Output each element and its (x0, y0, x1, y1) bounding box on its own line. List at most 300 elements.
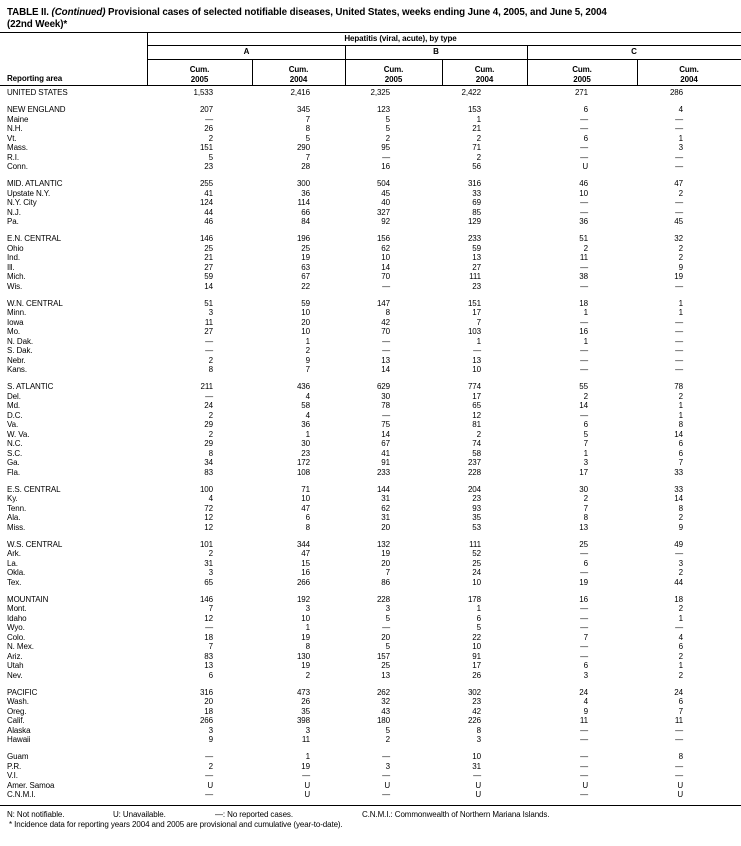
cell-value: — (580, 207, 588, 217)
cell-value: 31 (381, 513, 390, 522)
cell-value: — (382, 790, 390, 799)
cell-value: 20 (381, 522, 390, 532)
cell-value: 52 (472, 549, 481, 558)
subgroup-label-b: B (433, 47, 439, 56)
cell-value: — (302, 771, 310, 780)
row-label: Fla. (7, 467, 20, 477)
row-label: Wash. (7, 697, 29, 706)
table-row (0, 697, 741, 707)
cell-value: — (675, 114, 683, 124)
cell-value: 1 (305, 752, 310, 761)
cell-value: 19 (301, 661, 310, 670)
row-label: W.S. CENTRAL (7, 539, 63, 549)
table-row (0, 282, 741, 292)
row-label: Ohio (7, 243, 24, 253)
table-row (0, 143, 741, 153)
cell-value: 262 (376, 687, 390, 697)
table-row (0, 494, 741, 504)
cell-value: 178 (467, 594, 481, 604)
cell-value: 2 (583, 243, 588, 253)
cell-value: — (580, 410, 588, 420)
row-label: Tenn. (7, 503, 27, 513)
row-label: Wis. (7, 281, 23, 291)
cell-value: 124 (199, 198, 213, 207)
cell-value: 9 (678, 522, 683, 532)
cell-value: 1 (583, 336, 588, 346)
cell-value: 172 (296, 458, 310, 467)
cell-value: — (580, 613, 588, 623)
legend-not-notifiable: N: Not notifiable. (7, 809, 65, 819)
cell-value: 16 (579, 594, 588, 604)
cell-value: 16 (381, 162, 390, 171)
cell-value: 344 (296, 539, 310, 549)
cell-value: 10 (472, 365, 481, 374)
cell-value: 233 (376, 467, 390, 477)
cell-value: 14 (381, 365, 390, 374)
cell-value: — (675, 623, 683, 632)
cell-value: 83 (204, 651, 213, 661)
cell-value: 9 (305, 355, 310, 365)
cell-value: — (675, 725, 683, 735)
cell-value: 14 (674, 494, 683, 503)
table-row (0, 504, 741, 514)
cell-value: 2 (678, 568, 683, 577)
cell-value: 5 (476, 623, 481, 632)
cell-value: 2 (385, 133, 390, 143)
cell-value: 3 (583, 458, 588, 467)
title-line1 (7, 7, 737, 19)
cell-value: 10 (472, 642, 481, 651)
cell-value: 3 (476, 735, 481, 744)
row-label: V.I. (7, 771, 18, 780)
cell-value: 19 (381, 549, 390, 558)
cell-value: 1 (476, 114, 481, 124)
cell-value: 19 (674, 272, 683, 281)
cell-value: — (580, 735, 588, 744)
cell-value: — (580, 143, 588, 152)
row-label: N.Y. City (7, 198, 37, 207)
cell-value: 8 (208, 365, 213, 374)
row-label: Mass. (7, 143, 28, 152)
cell-value: 41 (381, 448, 390, 458)
table-body (0, 86, 741, 800)
table-row (0, 244, 741, 254)
cell-value: 18 (674, 594, 683, 604)
row-label: Del. (7, 391, 21, 401)
cell-value: 151 (199, 143, 213, 152)
cell-value: 45 (674, 217, 683, 226)
legend-no-reported-cases: —: No reported cases. (215, 809, 293, 819)
cell-value: 78 (381, 401, 390, 410)
row-label: E.S. CENTRAL (7, 484, 61, 494)
cell-value: 10 (579, 188, 588, 198)
title-continued: (Continued) (51, 7, 109, 18)
cell-value: — (675, 761, 683, 771)
row-label: Amer. Samoa (7, 780, 55, 790)
cell-value: — (205, 790, 213, 799)
cell-value: 146 (199, 234, 213, 243)
table-row (0, 327, 741, 337)
cell-value: 114 (297, 198, 310, 207)
cell-value: 15 (301, 558, 310, 568)
cell-value: 25 (472, 558, 481, 568)
cell-value: 43 (381, 706, 390, 716)
cell-value: 147 (376, 298, 390, 308)
cell-value: 23 (472, 281, 481, 291)
cell-value: 62 (381, 243, 390, 253)
cell-value: 7 (583, 439, 588, 448)
table-row (0, 595, 741, 605)
cell-value: 44 (674, 577, 683, 587)
table-row (0, 217, 741, 227)
cell-value: — (580, 124, 588, 133)
table-row (0, 614, 741, 624)
cell-value: 192 (296, 594, 310, 604)
cell-value: 3 (385, 604, 390, 613)
row-label: Alaska (7, 725, 31, 735)
row-label: Hawaii (7, 735, 31, 744)
cell-value: U (475, 780, 481, 790)
cell-value: 2 (583, 391, 588, 401)
table-row (0, 735, 741, 745)
table-row (0, 642, 741, 652)
cell-value: — (675, 317, 683, 327)
cell-value: 35 (472, 513, 481, 522)
cell-value: — (675, 549, 683, 558)
cell-value: 4 (678, 105, 683, 114)
cell-value: 1 (678, 298, 683, 308)
cell-value: — (580, 725, 588, 735)
cell-value: U (582, 162, 588, 171)
table-row (0, 356, 741, 366)
cell-value: 19 (301, 632, 310, 642)
cell-value: 16 (579, 327, 588, 336)
table-row (0, 513, 741, 523)
column-header: Cum. 2004 (474, 65, 495, 84)
cell-value: 5 (583, 429, 588, 439)
cell-value: 20 (381, 632, 390, 642)
row-label: Va. (7, 420, 19, 429)
cell-value: 1 (678, 308, 683, 317)
cell-value: — (205, 114, 213, 124)
cell-value: 3 (305, 725, 310, 735)
cell-value: 85 (472, 207, 481, 217)
cell-value: 17 (579, 467, 588, 477)
cell-value: 13 (579, 522, 588, 532)
cell-value: 95 (381, 143, 390, 152)
table-row (0, 485, 741, 495)
cell-value: 271 (574, 88, 588, 97)
column-header: Cum. 2005 (572, 65, 592, 84)
cell-value: — (580, 642, 588, 651)
cell-value: 1 (678, 613, 683, 623)
table-row (0, 134, 741, 144)
cell-value: 10 (472, 577, 481, 587)
row-label: Tex. (7, 577, 22, 587)
cell-value: 2 (678, 391, 683, 401)
cell-value: 237 (467, 458, 481, 467)
table-row (0, 420, 741, 430)
cell-value: 30 (381, 391, 390, 401)
cell-value: 14 (381, 429, 390, 439)
cell-value: 2 (678, 243, 683, 253)
cell-value: — (580, 549, 588, 558)
cell-value: 66 (301, 207, 310, 217)
cell-value: — (580, 365, 588, 374)
table-row (0, 234, 741, 244)
cell-value: 2 (208, 410, 213, 420)
cell-value: — (382, 152, 390, 162)
table-row (0, 762, 741, 772)
cell-value: 300 (296, 179, 310, 188)
cell-value: 4 (305, 410, 310, 420)
table-row (0, 790, 741, 800)
cell-value: 58 (301, 401, 310, 410)
cell-value: 19 (301, 761, 310, 771)
table-row (0, 263, 741, 273)
cell-value: 8 (678, 420, 683, 429)
cell-value: 78 (674, 382, 683, 391)
cell-value: 6 (678, 448, 683, 458)
cell-value: — (675, 124, 683, 133)
cell-value: 56 (472, 162, 481, 171)
row-label: Nebr. (7, 355, 26, 365)
cell-value: 228 (376, 594, 390, 604)
title-text: Provisional cases of selected notifiable diseases, United States, weeks ending June 4, 2005, and June 5, 2004 (108, 7, 607, 18)
cell-value: 23 (472, 697, 481, 706)
table-row (0, 633, 741, 643)
cell-value: 20 (204, 697, 213, 706)
table-row (0, 559, 741, 569)
row-label: Kans. (7, 365, 27, 374)
row-label: E.N. CENTRAL (7, 234, 61, 243)
cell-value: — (580, 262, 588, 272)
cell-value: 3 (208, 725, 213, 735)
cell-value: 11 (301, 735, 310, 744)
title-line2: (22nd Week)* (7, 18, 68, 30)
cell-value: — (675, 355, 683, 365)
cell-value: 3 (678, 143, 683, 152)
cell-value: 2 (476, 429, 481, 439)
cell-value: 7 (385, 568, 390, 577)
table-row (0, 153, 741, 163)
cell-value: 9 (208, 735, 213, 744)
cell-value: 45 (381, 188, 390, 198)
cell-value: 14 (674, 429, 683, 439)
table-footer (0, 805, 741, 840)
cell-value: 1 (305, 336, 310, 346)
cell-value: 7 (305, 114, 310, 124)
row-label: N.C. (7, 439, 23, 448)
cell-value: 436 (296, 382, 310, 391)
cell-value: 7 (208, 642, 213, 651)
cell-value: 51 (204, 298, 213, 308)
row-label: Miss. (7, 522, 26, 532)
cell-value: 10 (301, 494, 310, 503)
cell-value: 11 (579, 253, 588, 262)
cell-value: 34 (204, 458, 213, 467)
cell-value: 266 (199, 716, 213, 725)
cell-value: 53 (472, 522, 481, 532)
cell-value: 6 (678, 642, 683, 651)
cell-value: 67 (301, 272, 310, 281)
cell-value: 24 (579, 687, 588, 697)
cell-value: 151 (467, 298, 481, 308)
cell-value: — (580, 651, 588, 661)
cell-value: 29 (204, 420, 213, 429)
row-label: W.N. CENTRAL (7, 298, 63, 308)
cell-value: 18 (204, 632, 213, 642)
cell-value: 65 (204, 577, 213, 587)
page-title (0, 0, 741, 30)
subgroup-label-a: A (243, 47, 250, 56)
cell-value: 22 (472, 632, 481, 642)
cell-value: 18 (204, 706, 213, 716)
cell-value: 473 (296, 687, 310, 697)
row-label: Maine (7, 114, 29, 124)
row-label: N.J. (7, 207, 21, 217)
cell-value: 504 (376, 179, 390, 188)
cell-value: 40 (381, 198, 390, 207)
row-label: MOUNTAIN (7, 594, 49, 604)
table-row (0, 162, 741, 172)
table-row (0, 449, 741, 459)
cell-value: — (205, 623, 213, 632)
table-row (0, 623, 741, 633)
cell-value: — (580, 623, 588, 632)
row-label: La. (7, 558, 18, 568)
cell-value: 44 (204, 207, 213, 217)
cell-value: 24 (472, 568, 481, 577)
table-row (0, 707, 741, 717)
row-label: Ind. (7, 253, 20, 262)
cell-value: 25 (579, 539, 588, 549)
cell-value: 2 (476, 152, 481, 162)
table-row (0, 115, 741, 125)
cell-value: 62 (381, 503, 390, 513)
cell-value: 75 (381, 420, 390, 429)
cell-value: 70 (381, 327, 390, 336)
cell-value: 9 (678, 262, 683, 272)
cell-value: — (675, 735, 683, 744)
cell-value: 3 (208, 308, 213, 317)
cell-value: 8 (385, 308, 390, 317)
cell-value: — (205, 752, 213, 761)
table-row (0, 468, 741, 478)
cell-value: 103 (467, 327, 481, 336)
cell-value: 71 (472, 143, 481, 152)
table-row (0, 253, 741, 263)
cell-value: 3 (583, 670, 588, 680)
cell-value: 51 (579, 234, 588, 243)
table-row (0, 365, 741, 375)
cell-value: 26 (301, 697, 310, 706)
cell-value: 55 (579, 382, 588, 391)
cell-value: 30 (301, 439, 310, 448)
cell-value: 100 (199, 484, 213, 494)
cell-value: 12 (472, 410, 481, 420)
cell-value: 13 (472, 355, 481, 365)
table-row (0, 308, 741, 318)
subgroup-label-c: C (631, 47, 637, 56)
cell-value: 2 (208, 355, 213, 365)
cell-value: 7 (678, 706, 683, 716)
table-row (0, 124, 741, 134)
cell-value: 25 (381, 661, 390, 670)
cell-value: 41 (204, 188, 213, 198)
cell-value: — (382, 346, 390, 355)
cell-value: 59 (204, 272, 213, 281)
cell-value: 18 (579, 298, 588, 308)
cell-value: 5 (208, 152, 213, 162)
cell-value: 5 (385, 124, 390, 133)
cell-value: 1 (583, 448, 588, 458)
reporting-area-label: Reporting area (7, 74, 63, 83)
row-label: S. Dak. (7, 346, 33, 355)
row-label: UNITED STATES (7, 88, 68, 97)
cell-value: — (205, 771, 213, 780)
table-row (0, 549, 741, 559)
cell-value: 22 (301, 281, 310, 291)
row-label: Iowa (7, 317, 24, 327)
cell-value: — (382, 623, 390, 632)
cell-value: 63 (301, 262, 310, 272)
table-row (0, 688, 741, 698)
cell-value: 6 (678, 439, 683, 448)
cell-value: 153 (467, 105, 481, 114)
cell-value: — (580, 761, 588, 771)
cell-value: 12 (204, 613, 213, 623)
cell-value: — (382, 752, 390, 761)
cell-value: 74 (472, 439, 481, 448)
cell-value: 71 (301, 484, 310, 494)
cell-value: 16 (301, 568, 310, 577)
cell-value: 31 (204, 558, 213, 568)
cell-value: — (580, 568, 588, 577)
cell-value: 2,422 (461, 88, 481, 97)
row-label: Oreg. (7, 706, 27, 716)
cell-value: 327 (376, 207, 390, 217)
row-label: Calif. (7, 716, 25, 725)
cell-value: 3 (305, 604, 310, 613)
row-label: Minn. (7, 308, 27, 317)
table-row (0, 299, 741, 309)
cell-value: 31 (381, 494, 390, 503)
cell-value: — (382, 336, 390, 346)
table-row (0, 382, 741, 392)
cell-value: 5 (385, 613, 390, 623)
table-row (0, 337, 741, 347)
cell-value: 91 (472, 651, 481, 661)
cell-value: 86 (381, 577, 390, 587)
cell-value: 228 (467, 467, 481, 477)
row-label: N.H. (7, 124, 23, 133)
cell-value: 2 (678, 651, 683, 661)
cell-value: 3 (678, 558, 683, 568)
cell-value: 14 (204, 281, 213, 291)
cell-value: 123 (376, 105, 390, 114)
cell-value: 2 (583, 494, 588, 503)
cell-value: U (475, 790, 481, 799)
cell-value: — (205, 336, 213, 346)
row-label: Mo. (7, 327, 21, 336)
cell-value: 4 (208, 494, 213, 503)
cell-value: 8 (583, 513, 588, 522)
cell-value: 2 (678, 188, 683, 198)
cell-value: 302 (467, 687, 481, 697)
table-row (0, 208, 741, 218)
table-row (0, 568, 741, 578)
